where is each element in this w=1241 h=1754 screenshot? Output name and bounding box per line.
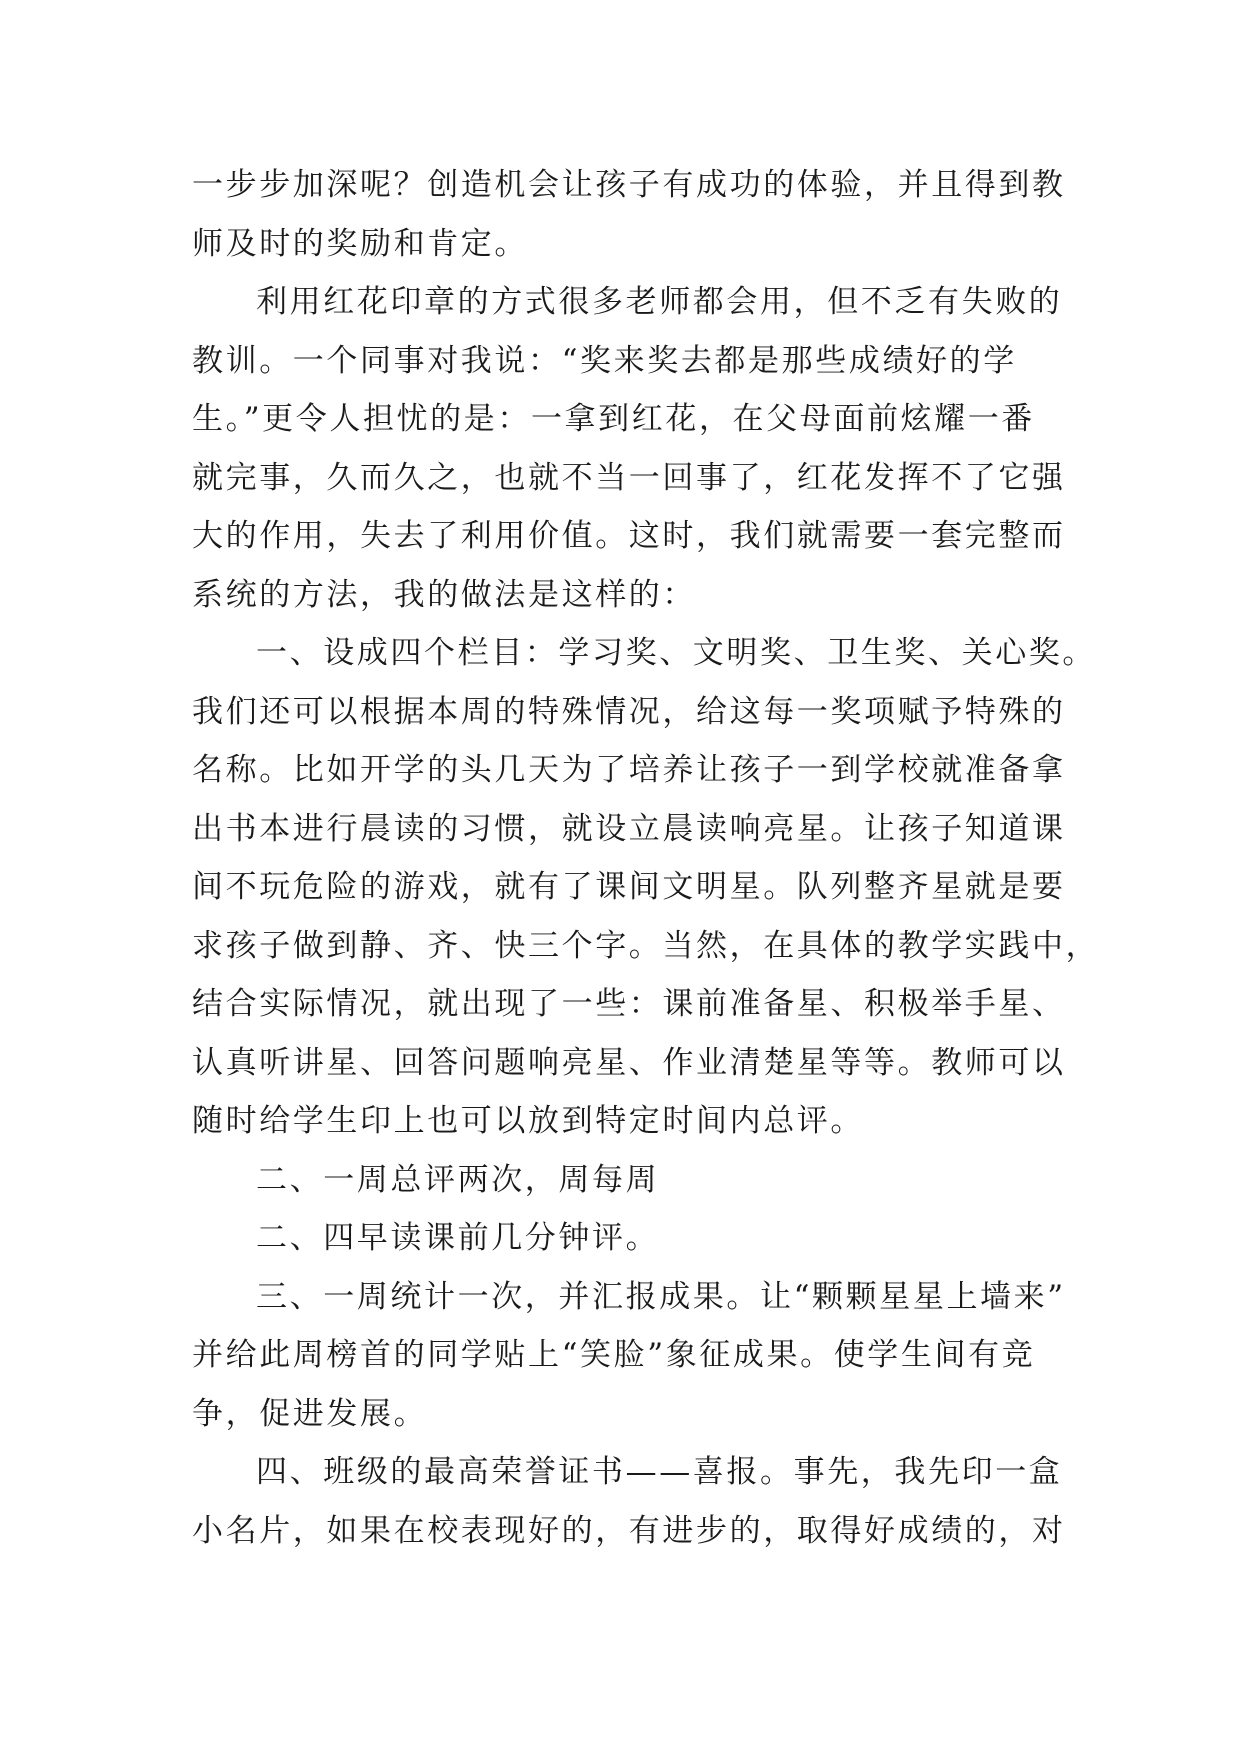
text-line: 争，促进发展。 xyxy=(192,1395,428,1432)
paragraph-first-line: 二、一周总评两次，周每周 xyxy=(256,1161,660,1198)
paragraph-first-line: 三、一周统计一次，并汇报成果。让“颗颗星星上墙来” xyxy=(256,1278,1066,1315)
paragraph-first-line: 一、设成四个栏目：学习奖、文明奖、卫生奖、关心奖。 xyxy=(256,635,1096,671)
text-line: 就完事，久而久之，也就不当一回事了，红花发挥不了它强 xyxy=(192,459,1066,496)
text-line: 求孩子做到静、齐、快三个字。当然，在具体的教学实践中， xyxy=(192,927,1100,964)
text-line: 认真听讲星、回答问题响亮星、作业清楚星等等。教师可以 xyxy=(192,1044,1066,1081)
paragraph-first-line: 二、四早读课前几分钟评。 xyxy=(256,1220,660,1256)
text-line: 间不玩危险的游戏，就有了课间文明星。队列整齐星就是要 xyxy=(192,869,1066,905)
paragraph-first-line: 利用红花印章的方式很多老师都会用，但不乏有失败的 xyxy=(256,284,1063,320)
text-line: 一步步加深呢？创造机会让孩子有成功的体验，并且得到教 xyxy=(192,167,1066,203)
text-line: 小名片，如果在校表现好的，有进步的，取得好成绩的，对 xyxy=(192,1512,1066,1549)
text-line: 随时给学生印上也可以放到特定时间内总评。 xyxy=(192,1103,864,1139)
paragraph-first-line: 四、班级的最高荣誉证书——喜报。事先，我先印一盒 xyxy=(256,1454,1063,1490)
text-line: 名称。比如开学的头几天为了培养让孩子一到学校就准备拿 xyxy=(192,752,1066,788)
text-line: 大的作用，失去了利用价值。这时，我们就需要一套完整而 xyxy=(192,518,1066,554)
body-text xyxy=(192,156,1100,1560)
text-line: 师及时的奖励和肯定。 xyxy=(192,225,528,262)
text-line: 我们还可以根据本周的特殊情况，给这每一奖项赋予特殊的 xyxy=(192,693,1066,730)
text-line: 出书本进行晨读的习惯，就设立晨读响亮星。让孩子知道课 xyxy=(192,810,1066,847)
text-line: 生。”更令人担忧的是：一拿到红花，在父母面前炫耀一番 xyxy=(192,401,1035,437)
text-line: 系统的方法，我的做法是这样的： xyxy=(192,576,696,613)
text-line: 结合实际情况，就出现了一些：课前准备星、积极举手星、 xyxy=(192,986,1066,1022)
text-line: 教训。一个同事对我说：“奖来奖去都是那些成绩好的学 xyxy=(192,342,1017,379)
text-line: 并给此周榜首的同学贴上“笑脸”象征成果。使学生间有竞 xyxy=(192,1337,1036,1373)
